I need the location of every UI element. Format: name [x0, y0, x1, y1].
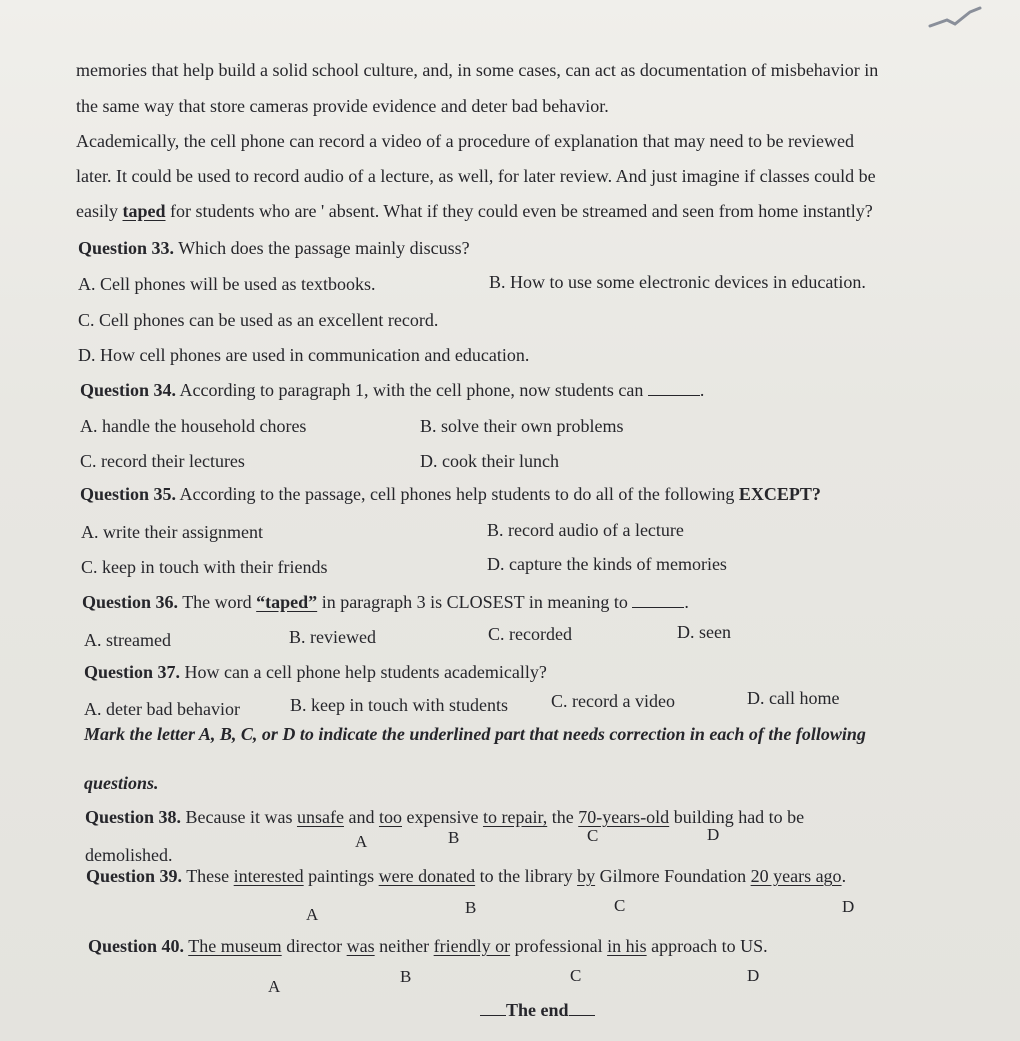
option-34-c: C. record their lectures: [80, 451, 245, 471]
question-text: .: [841, 866, 847, 886]
question-38-line-2: demolished.: [85, 845, 173, 865]
letter-marker-b: B: [448, 828, 460, 847]
question-text: Gilmore Foundation: [595, 866, 751, 886]
option-33-c: C. Cell phones can be used as an excellent record.: [78, 310, 439, 330]
question-text: paintings: [303, 866, 379, 886]
letter-marker-c: C: [614, 896, 626, 915]
question-text: Which does the passage mainly discuss?: [174, 238, 470, 258]
passage-word-taped: taped: [122, 201, 166, 221]
option-36-d: D. seen: [677, 622, 731, 642]
question-text: building had to be: [669, 807, 805, 827]
letter-marker-b: B: [465, 898, 477, 917]
question-40: [88, 936, 768, 957]
question-39: [86, 866, 846, 887]
letter-marker-d: D: [707, 825, 720, 844]
question-emphasis: EXCEPT?: [738, 484, 821, 504]
underlined-part-c: friendly or: [433, 936, 511, 956]
passage-line-3: Academically, the cell phone can record a video of a procedure of explanation that may need to be reviewed: [76, 131, 854, 151]
letter-marker-d: D: [747, 966, 760, 985]
underlined-part-c: to repair,: [482, 807, 548, 827]
option-35-c: C. keep in touch with their friends: [81, 557, 328, 577]
question-text: the: [547, 807, 579, 827]
question-35: [80, 484, 821, 505]
answer-blank: [632, 593, 684, 608]
option-34-a: A. handle the household chores: [80, 416, 307, 436]
question-end: .: [684, 592, 689, 612]
question-38: [85, 807, 804, 828]
passage-line-2: the same way that store cameras provide evidence and deter bad behavior.: [76, 96, 609, 116]
question-33: [78, 238, 470, 259]
letter-marker-a: A: [268, 977, 281, 996]
underlined-part-c: by: [577, 866, 596, 886]
question-label: Question 34.: [80, 380, 177, 400]
letter-marker-a: A: [306, 905, 319, 924]
option-37-b: B. keep in touch with students: [290, 695, 508, 715]
question-label: Question 40.: [88, 936, 185, 956]
question-text: According to the passage, cell phones help students to do all of the following: [176, 484, 739, 504]
question-text: According to paragraph 1, with the cell phone, now students can: [176, 380, 648, 400]
instruction-line-1: Mark the letter A, B, C, or D to indicate the underlined part that needs correction in each of the following: [84, 724, 866, 744]
passage-text: for students who are ' absent. What if they could even be streamed and seen from home instantly?: [165, 201, 873, 221]
question-label: Question 35.: [80, 484, 177, 504]
option-35-a: A. write their assignment: [81, 522, 263, 542]
question-label: Question 33.: [78, 238, 175, 258]
question-text: director: [281, 936, 347, 956]
question-label: Question 36.: [82, 592, 179, 612]
letter-marker-d: D: [842, 897, 855, 916]
option-35-b: B. record audio of a lecture: [487, 520, 684, 540]
question-label: Question 39.: [86, 866, 183, 886]
letter-marker-b: B: [400, 967, 412, 986]
underlined-part-d: 20 years ago: [750, 866, 842, 886]
letter-marker-a: A: [355, 832, 368, 851]
footer-text: The end: [506, 1000, 569, 1020]
letter-marker-c: C: [570, 966, 582, 985]
passage-line-1: memories that help build a solid school culture, and, in some cases, can act as documentation of misbehavior in: [76, 60, 879, 80]
option-36-b: B. reviewed: [289, 627, 376, 647]
question-text: and: [343, 807, 379, 827]
passage-text: easily: [76, 201, 123, 221]
underlined-part-b: were donated: [378, 866, 476, 886]
option-33-d: D. How cell phones are used in communication and education.: [78, 345, 530, 365]
question-text: in paragraph 3 is CLOSEST in meaning to: [317, 592, 633, 612]
question-36: [82, 592, 689, 613]
underlined-part-d: in his: [607, 936, 647, 956]
question-text: expensive: [401, 807, 483, 827]
answer-blank: [648, 381, 700, 396]
question-text: Because it was: [181, 807, 297, 827]
underlined-part-b: was: [346, 936, 375, 956]
question-label: Question 37.: [84, 662, 181, 682]
footer-rule-right: [569, 1001, 595, 1016]
passage-line-5: [76, 201, 873, 222]
underlined-part-a: The museum: [188, 936, 282, 956]
question-text: to the library: [475, 866, 578, 886]
option-36-a: A. streamed: [84, 630, 171, 650]
question-text: professional: [510, 936, 608, 956]
passage-line-4: later. It could be used to record audio of a lecture, as well, for later review. And just imagine if classes could be: [76, 166, 876, 186]
question-text: The word: [178, 592, 257, 612]
question-text: How can a cell phone help students academically?: [180, 662, 547, 682]
option-36-c: C. recorded: [488, 624, 572, 644]
question-end: .: [699, 380, 705, 400]
instruction-line-2: questions.: [84, 773, 159, 793]
option-37-d: D. call home: [747, 688, 840, 708]
option-34-b: B. solve their own problems: [420, 416, 624, 436]
pen-mark-icon: [925, 4, 985, 34]
underlined-part-a: unsafe: [296, 807, 344, 827]
question-text: neither: [374, 936, 434, 956]
underlined-part-a: interested: [233, 866, 304, 886]
option-33-a: A. Cell phones will be used as textbooks.: [78, 274, 376, 294]
question-text: These: [182, 866, 234, 886]
footer: [480, 1000, 595, 1021]
option-37-c: C. record a video: [551, 691, 675, 711]
option-33-b: B. How to use some electronic devices in education.: [489, 272, 866, 292]
underlined-part-d: 70-years-old: [578, 807, 670, 827]
question-37: [84, 662, 547, 683]
letter-marker-c: C: [587, 826, 599, 845]
option-37-a: A. deter bad behavior: [84, 699, 240, 719]
question-34: [80, 380, 704, 401]
option-34-d: D. cook their lunch: [420, 451, 559, 471]
underlined-part-b: too: [378, 807, 402, 827]
footer-rule-left: [480, 1001, 506, 1016]
option-35-d: D. capture the kinds of memories: [487, 554, 727, 574]
question-text: approach to US.: [646, 936, 768, 956]
question-keyword: “taped”: [256, 592, 318, 612]
question-label: Question 38.: [85, 807, 182, 827]
